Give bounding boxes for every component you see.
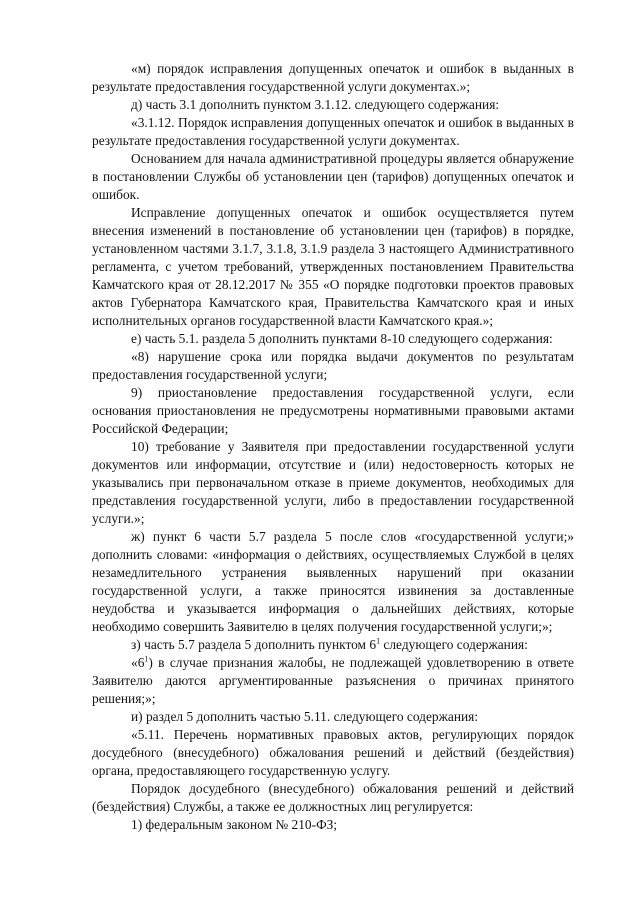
paragraph-item-8: «8) нарушение срока или порядка выдачи документов по результатам предоставления государственной услуги;	[92, 349, 574, 382]
paragraph-z-text-after: следующего содержания:	[380, 637, 528, 652]
paragraph-federal-law: 1) федеральным законом № 210-ФЗ;	[131, 817, 338, 832]
paragraph-item-6-1	[92, 654, 574, 708]
paragraph-d: д) часть 3.1 дополнить пунктом 3.1.12. следующего содержания:	[131, 97, 500, 112]
paragraph-item-9: 9) приостановление предоставления государственной услуги, если основания приостановления не предусмотрены нормативными правовыми актами Российской Федерации;	[92, 385, 574, 436]
paragraph-basis: Основанием для начала административной процедуры является обнаружение в постановлении Службы об установлении цен (тарифов) допущенных опечаток и ошибок.	[92, 151, 574, 202]
paragraph-appeal-order: Порядок досудебного (внесудебного) обжалования решений и действий (бездействия) Службы, а также ее должностных лиц регулируется:	[92, 781, 574, 814]
paragraph-item-6-1-text-before: «6	[131, 655, 145, 670]
paragraph-zh: ж) пункт 6 части 5.7 раздела 5 после слов «государственной услуги;» дополнить словами: «информация о действиях, осуществляемых Службой в целях незамедлительного устранения выявленных нарушений при оказании государственной услуги, а также приносятся извинения за доставленные неудобства и указывается информация о дальнейших действиях, которые необходимо совершить Заявителю в целях получения государственной услуги;»;	[92, 529, 574, 634]
paragraph-z-text-before: з) часть 5.7 раздела 5 дополнить пунктом 6	[131, 637, 377, 652]
paragraph-3-1-12: «3.1.12. Порядок исправления допущенных опечаток и ошибок в выданных в результате предоставления государственной услуги документах.	[92, 115, 574, 148]
paragraph-item-6-1-text-after: ) в случае признания жалобы, не подлежащей удовлетворению в ответе Заявителю даются аргументированные разъяснения о причинах принятого решения;»;	[92, 655, 574, 706]
paragraph-item-6-1-superscript: 1	[144, 654, 149, 664]
paragraph-5-11: «5.11. Перечень нормативных правовых актов, регулирующих порядок досудебного (внесудебного) обжалования решений и действий (бездействия) органа, предоставляющего государственную услугу.	[92, 727, 574, 778]
paragraph-e: е) часть 5.1. раздела 5 дополнить пунктами 8-10 следующего содержания:	[131, 331, 553, 346]
paragraph-z-superscript: 1	[376, 636, 381, 646]
paragraph-m: «м) порядок исправления допущенных опечаток и ошибок в выданных в результате предоставления государственной услуги документах.»;	[92, 61, 574, 94]
paragraph-item-10: 10) требование у Заявителя при предоставлении государственной услуги документов или информации, отсутствие и (или) недостоверность которых не указывались при первоначальном отказе в приеме документов, необходимых для представления государственной услуги, либо в предоставлении государственной услуги.»;	[92, 439, 574, 526]
paragraph-z	[92, 636, 574, 654]
paragraph-correction: Исправление допущенных опечаток и ошибок осуществляется путем внесения изменений в постановление об установлении цен (тарифов) в порядке, установленном частями 3.1.7, 3.1.8, 3.1.9 раздела 3 настоящего Административного регламента, с учетом требований, утвержденных постановлением Правительства Камчатского края от 28.12.2017 № 355 «О порядке подготовки проектов правовых актов Губернатора Камчатского края, Правительства Камчатского края и иных исполнительных органов государственной власти Камчатского края.»;	[92, 205, 574, 328]
paragraph-i: и) раздел 5 дополнить частью 5.11. следующего содержания:	[131, 709, 479, 724]
